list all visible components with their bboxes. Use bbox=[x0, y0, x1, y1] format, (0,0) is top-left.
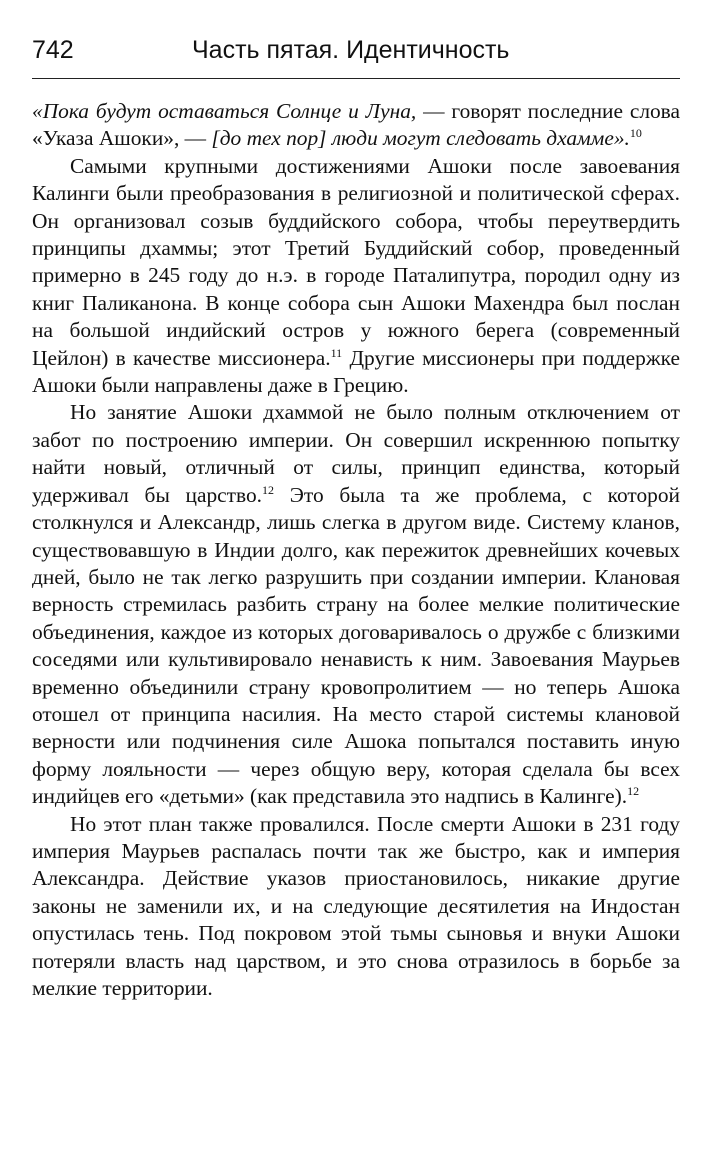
footnote-ref[interactable]: 11 bbox=[330, 345, 343, 360]
text-run: Но занятие Ашоки дхаммой не было полным отключением от забот по построению империи. Он совершил искреннюю попытку найти новый, отличный от силы, принцип единства, который удерживал бы царство. bbox=[32, 400, 680, 507]
body-text bbox=[32, 98, 680, 1002]
footnote-ref[interactable]: 10 bbox=[629, 126, 642, 141]
paragraph bbox=[32, 811, 680, 1003]
text-run: «Пока будут оставаться Солнце и Луна, bbox=[32, 99, 417, 123]
text-run: Другие миссионеры при поддержке Ашоки были направлены даже в Грецию. bbox=[32, 345, 680, 398]
page-number: 742 bbox=[32, 36, 74, 64]
footnote-ref[interactable]: 12 bbox=[627, 784, 640, 799]
paragraph bbox=[32, 153, 680, 400]
paragraph bbox=[32, 399, 680, 810]
running-title: Часть пятая. Идентичность bbox=[192, 36, 510, 64]
text-run: — говорят последние слова «Указа Ашоки», — bbox=[32, 99, 680, 151]
text-run: Это была та же проблема, с которой столкнулся и Александр, лишь слегка в другом виде. Систему кланов, существовавшую в Индии долго, как пережиток древнейших кочевых дней, было не так легко разрушить при создании империи. Клановая верность стремилась разбить страну на более мелкие политические объединения, каждое из которых договаривалось о дружбе с близкими соседями или культивировало ненависть к ним. Завоевания Маурьев временно объединили страну кровопролитием — но теперь Ашока отошел от принципа насилия. На место старой системы клановой верности или подчинения силе Ашока попытался поставить иную форму лояльности — через общую веру, которая сделала бы всех индийцев его «детьми» (как представила это надпись в Калинге). bbox=[32, 482, 680, 809]
text-run: Самыми крупными достижениями Ашоки после завоевания Калинги были преобразования в религиозной и политической сферах. Он организовал созыв буддийского собора, чтобы переутвердить принципы дхаммы; этот Третий Буддийский собор, проведенный примерно в 245 году до н.э. в городе Паталипутра, породил одну из книг Паликанона. В конце собора сын Ашоки Махендра был послан на большой индийский остров у южного берега (современный Цейлон) в качестве миссионера. bbox=[32, 153, 680, 370]
text-run: [до тех пор] люди могут следовать дхамме». bbox=[211, 126, 630, 151]
paragraph-quote bbox=[32, 98, 680, 153]
page-header bbox=[32, 36, 680, 79]
text-run: Но этот план также провалился. После смерти Ашоки в 231 году империя Маурьев распалась почти так же быстро, как и империя Александра. Действие указов приостановилось, никакие другие законы не заменили их, и на следующие десятилетия на Индостан опустилась тень. Под покровом этой тьмы сыновья и внуки Ашоки потеряли власть над царством, и это снова отразилось в борьбе за мелкие территории. bbox=[32, 811, 680, 1000]
footnote-ref[interactable]: 12 bbox=[262, 482, 275, 497]
